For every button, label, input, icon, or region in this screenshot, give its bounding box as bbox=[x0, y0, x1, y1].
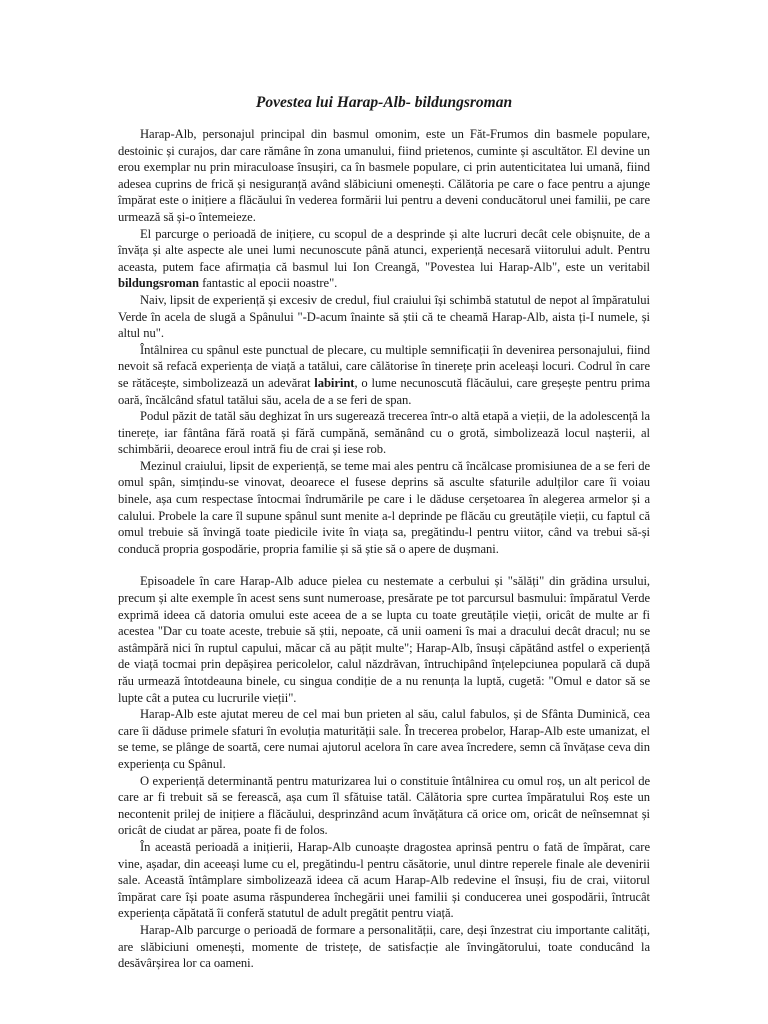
body-paragraph bbox=[118, 342, 650, 408]
body-paragraph bbox=[118, 573, 650, 706]
paragraph-text: fantastic al epocii noastre". bbox=[199, 276, 338, 291]
paragraph-text: Podul păzit de tatăl său deghizat în urs sugerează trecerea într-o altă etapă a vieții, de la adolescență la tinerețe, iar fântâna fără roată și fără cumpănă, semănând cu o grotă, simbolizează locul nașterii, al schimbării, deoarece eroul intră fiu de crai și iese rob. bbox=[118, 409, 650, 457]
paragraph-text: Întâlnirea cu spânul este punctual de plecare, cu multiple semnificații în devenirea personajului, fiind nevoit să refacă experiența de viață a tatălui, care călătorise în tinerețe prin aceleași locuri. Codrul în care se rătăcește, simbolizează un adevărat bbox=[118, 342, 650, 390]
body-paragraph bbox=[118, 292, 650, 342]
body-paragraph bbox=[118, 773, 650, 839]
document-title: Povestea lui Harap-Alb- bildungsroman bbox=[255, 94, 513, 111]
paragraph-text: Episoadele în care Harap-Alb aduce pielea cu nestemate a cerbului și "sălăți" din grădina ursului, precum și alte exemple în acest sens sunt numeroase, presărate pe tot parcursul basmului: împăratul Verde exprimă ideea că datoria omului este aceea de a se lupta cu toate greutățile vieții, oricât de multe ar fi acestea "Dar cu toate aceste, trebuie să știi, nepoate, că unii oameni îs mai a dracului decât dracul; nu se astâmpără nici în ruptul capului, măcar că au pățit multe"; Harap-Alb, însuși căpătând astfel o experiență de viață tocmai prin depășirea pericolelor, calul năzdrăvan, întruchipând înțelepciunea populară că după rău urmează întotdeauna binele, cu singua condiție de a nu renunța la luptă, cugetă: "Omul e dator să se lupte cât a putea cu lucrurile vieții". bbox=[118, 574, 650, 705]
paragraph-text: În această perioadă a inițierii, Harap-Alb cunoaște dragostea aprinsă pentru o fată de împărat, care vine, așadar, din aceeași lume cu el, pregătindu-l pentru căsătorie, unul dintre reperele finale ale devenirii sale. Această întâmplare simbolizează ideea că acum Harap-Alb redevine el însuși, fiu de crai, viitorul împărat care își poate asuma răspunderea închegării unei familii și conducerea unei gospodării, întrucât experiența căpătată îi conferă statutul de adult pregătit pentru viață. bbox=[118, 839, 650, 921]
paragraph-text: Harap-Alb parcurge o perioadă de formare a personalității, care, deși înzestrat ciu importante calități, are slăbiciuni omenești, momente de tristețe, de satisfacție ale învingătorului, toate conducând la desăvârșirea lor ca oameni. bbox=[118, 922, 650, 971]
paragraph-text: Harap-Alb, personajul principal din basmul omonim, este un Făt-Frumos din basmele populare, destoinic și curajos, dar care rămâne în zona umanului, fiind prietenos, cuminte și ascultător. El devine un erou exemplar nu prin miraculoase însușiri, ca în basmele populare, ci prin autenticitatea lui umană, fiind adesea cuprins de frică și nesiguranță având slăbiciuni omenești. Călătoria pe care o face pentru a ajunge împărat este o inițiere a flăcăului în vederea formării lui pentru a deveni conducătorul unei familii, pe care urmează să și-o întemeieze. bbox=[118, 127, 650, 224]
body-paragraph bbox=[118, 839, 650, 922]
document-page bbox=[118, 93, 650, 972]
body-paragraph bbox=[118, 458, 650, 558]
document-body bbox=[118, 126, 650, 972]
emphasized-term: bildungsroman bbox=[118, 276, 200, 291]
paragraph-text: Mezinul craiului, lipsit de experiență, se teme mai ales pentru că încălcase promisiunea de a se feri de omul spân, simțindu-se vinovat, deoarece el fusese deprins să asculte sfaturile adulților care îi voiau binele, așa cum respectase întocmai îndrumările pe care i le dăduse cerșetoarea în alegerea armelor și a calului. Probele la care îl supune spânul sunt menite a-l deprinde pe flăcău cu greutățile vieții, cu faptul că omul trebuie să învingă toate piedicile ivite în viața sa, pregătindu-l pentru viitor, când va trebui să-și conducă propria gospodărie, propria familie și să știe să o apere de dușmani. bbox=[118, 458, 650, 556]
body-paragraph bbox=[118, 922, 650, 972]
paragraph-text: Harap-Alb este ajutat mereu de cel mai bun prieten al său, calul fabulos, și de Sfânta Duminică, cea care îi dăduse primele sfaturi în evoluția maturității sale. În trecerea probelor, Harap-Alb este umanizat, el se teme, se plânge de soartă, cere numai ajutorul acelora în care avea încredere, semn că învățase ceva din experiența cu Spânul. bbox=[118, 707, 650, 771]
emphasized-term: labirint bbox=[314, 375, 355, 390]
body-paragraph bbox=[118, 126, 650, 226]
paragraph-text: El parcurge o perioadă de inițiere, cu scopul de a desprinde și alte lucruri decât cele obișnuite, de a învăța și alte aspecte ale unei lumi necunoscute până atunci, experiență necesară viitorului adult. Pentru aceasta, putem face afirmația că basmul lui Ion Creangă, "Povestea lui Harap-Alb", este un veritabil bbox=[118, 226, 650, 274]
paragraph-text: , o lume necunoscută flăcăului, care greșește pentru prima oară, încălcând sfatul tatălui său, acela de a se feri de span. bbox=[118, 375, 650, 407]
body-paragraph bbox=[118, 706, 650, 772]
body-paragraph bbox=[118, 408, 650, 458]
paragraph-text: O experiență determinantă pentru maturizarea lui o constituie întâlnirea cu omul roș, un alt pericol de care ar fi trebuit să se ferească, așa cum îl sfătuise tatăl. Călătoria spre curtea împăratului Roș este un necontenit prilej de inițiere a flăcăului, desprinzând acum învățătura că orice om, oricât de neînsemnat și oricât de ciudat ar părea, poate fi de folos. bbox=[118, 773, 650, 838]
paragraph-spacer bbox=[118, 557, 650, 573]
body-paragraph bbox=[118, 226, 650, 292]
paragraph-text: Naiv, lipsit de experiență și excesiv de credul, fiul craiului își schimbă statutul de nepot al împăratului Verde în acela de slugă a Spânului "-D-acum înainte să știi că te cheamă Harap-Alb, aista ți-I numele, și altul nu". bbox=[118, 292, 650, 341]
